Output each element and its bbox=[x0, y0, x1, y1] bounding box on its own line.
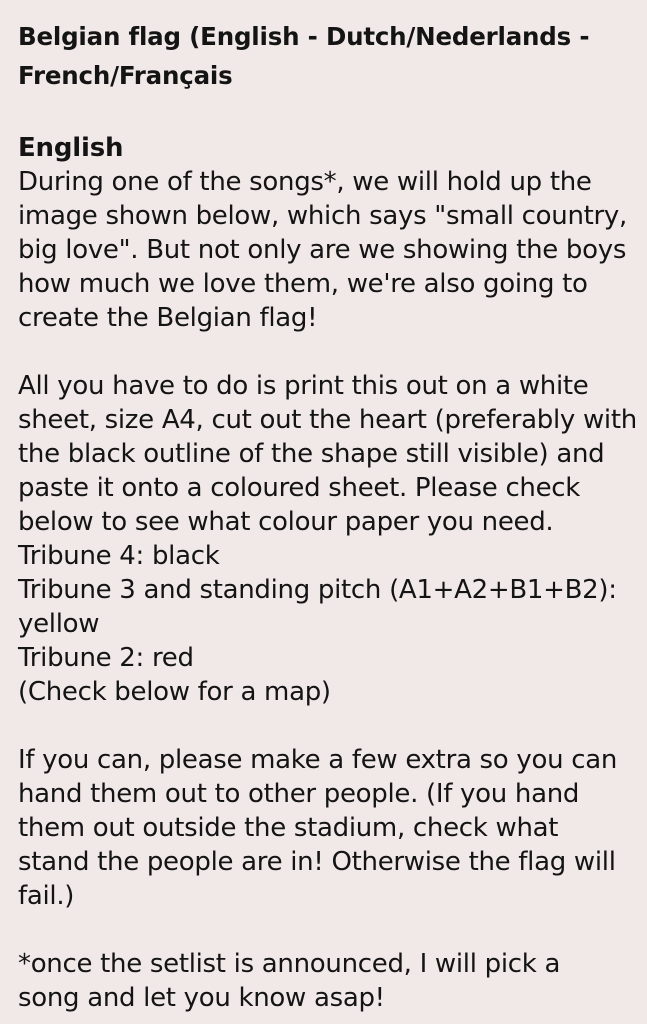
intro-paragraph bbox=[18, 165, 629, 335]
intro-line: big love". But not only are we showing the boys bbox=[18, 235, 627, 265]
map-note-line: (Check below for a map) bbox=[18, 677, 331, 707]
extra-line: them out outside the stadium, check what bbox=[18, 813, 559, 843]
extra-line: If you can, please make a few extra so you can bbox=[18, 745, 618, 775]
instructions-line: All you have to do is print this out on a white bbox=[18, 371, 589, 401]
extra-line: fail.) bbox=[18, 881, 75, 911]
tribune-4-line: Tribune 4: black bbox=[18, 541, 220, 571]
spacer bbox=[18, 913, 629, 947]
spacer bbox=[18, 709, 629, 743]
instructions-line: the black outline of the shape still visible) and bbox=[18, 439, 605, 469]
instructions-line: below to see what colour paper you need. bbox=[18, 507, 554, 537]
tribune-2-line: Tribune 2: red bbox=[18, 643, 194, 673]
section-heading-english: English bbox=[18, 133, 124, 163]
article-title bbox=[18, 17, 629, 95]
extra-copies-paragraph bbox=[18, 743, 629, 913]
title-line-1: Belgian flag (English - Dutch/Nederlands - bbox=[18, 22, 590, 51]
footnote-line: *once the setlist is announced, I will pick a bbox=[18, 949, 561, 979]
spacer bbox=[18, 335, 629, 369]
instructions-line: paste it onto a coloured sheet. Please check bbox=[18, 473, 581, 503]
extra-line: stand the people are in! Otherwise the flag will bbox=[18, 847, 616, 877]
footnote-paragraph bbox=[18, 947, 629, 1015]
spacer bbox=[18, 95, 629, 131]
instructions-line: sheet, size A4, cut out the heart (preferably with bbox=[18, 405, 637, 435]
extra-line: hand them out to other people. (If you hand bbox=[18, 779, 580, 809]
intro-line: image shown below, which says "small country, bbox=[18, 201, 627, 231]
intro-line: create the Belgian flag! bbox=[18, 303, 318, 333]
intro-line: During one of the songs*, we will hold up the bbox=[18, 167, 592, 197]
title-line-2: French/Français bbox=[18, 61, 233, 90]
tribune-3-line: Tribune 3 and standing pitch (A1+A2+B1+B2): bbox=[18, 575, 617, 605]
tribune-3-colour-line: yellow bbox=[18, 609, 100, 639]
instructions-paragraph bbox=[18, 369, 637, 709]
footnote-line: song and let you know asap! bbox=[18, 983, 385, 1013]
intro-line: how much we love them, we're also going to bbox=[18, 269, 588, 299]
